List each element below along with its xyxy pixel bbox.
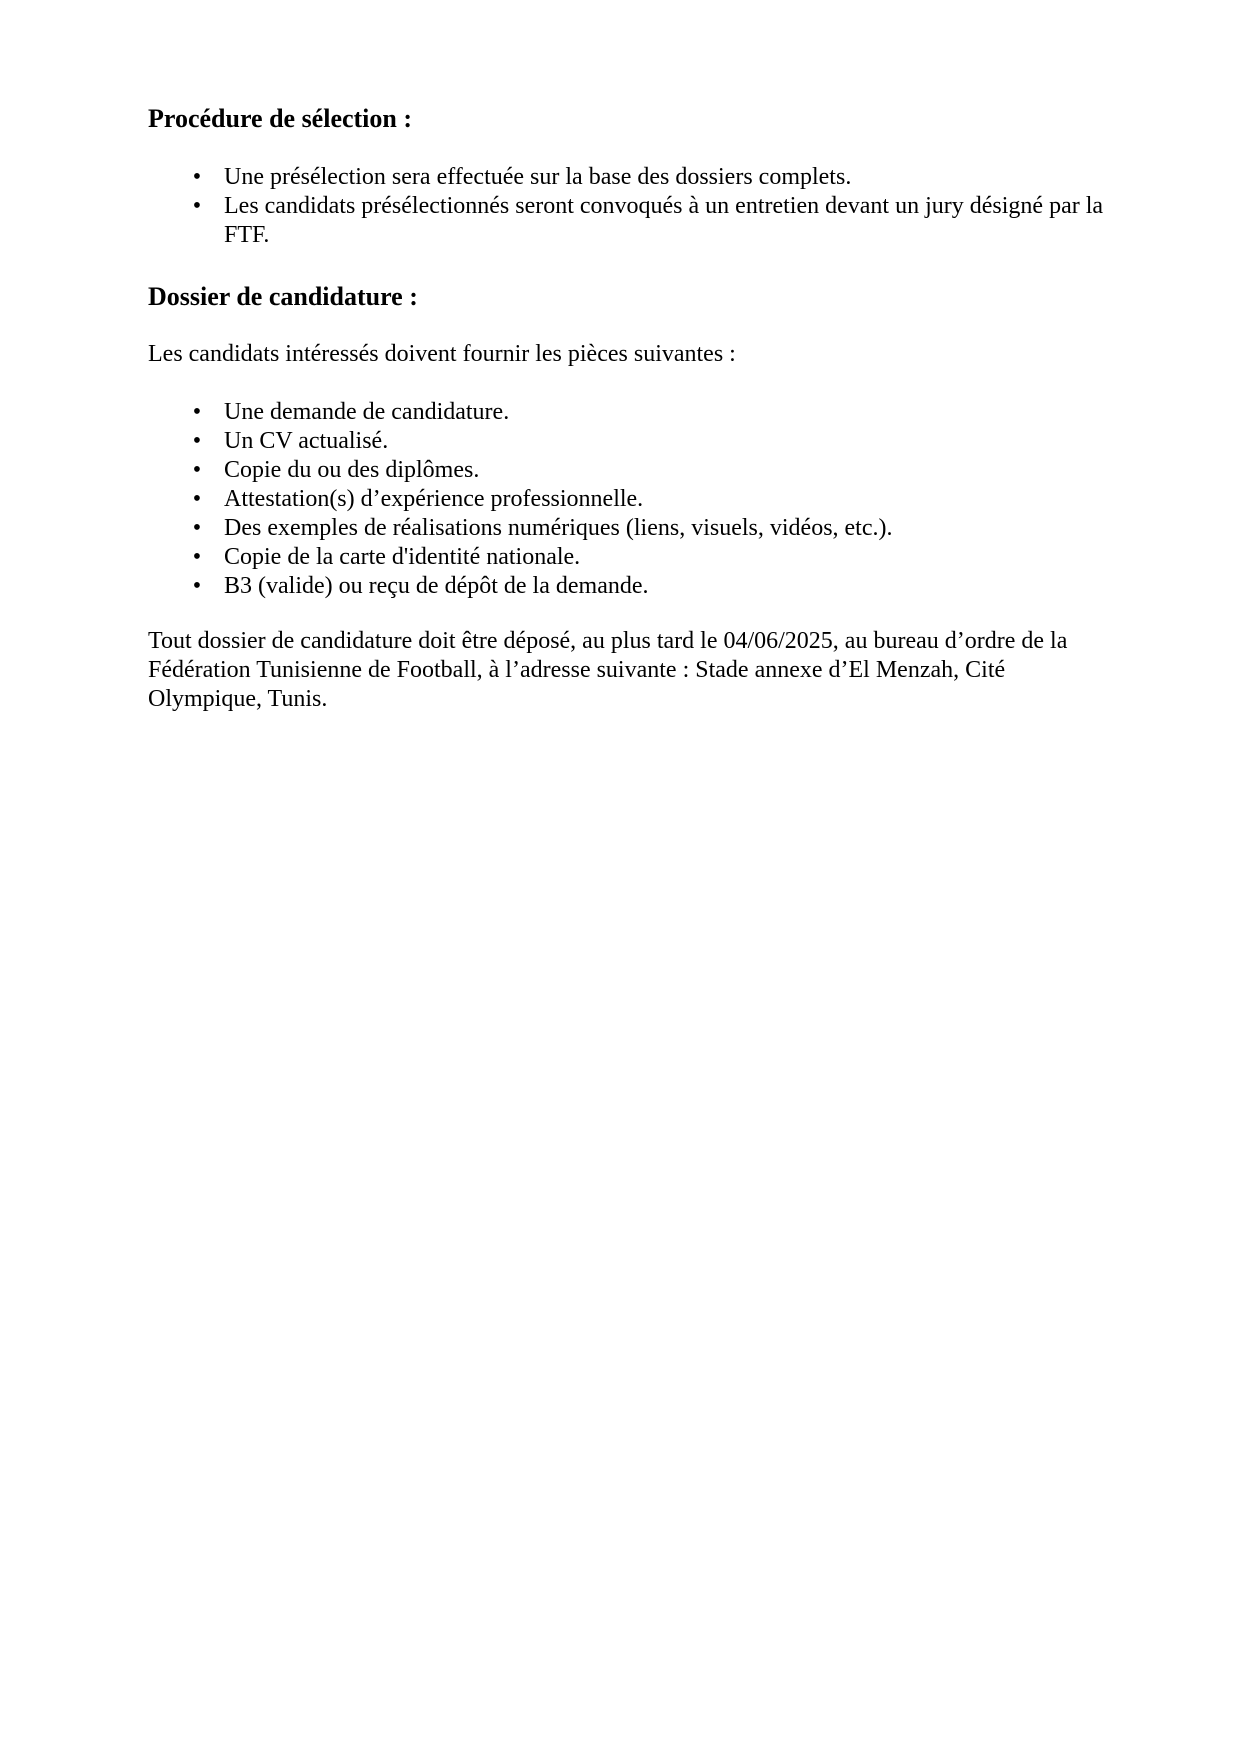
- list-item-text: Copie de la carte d'identité nationale.: [224, 544, 581, 570]
- list-item: [148, 163, 1104, 192]
- list-item-text: Copie du ou des diplômes.: [224, 457, 480, 483]
- bullet-icon: •: [192, 486, 202, 512]
- deadline-paragraph: Tout dossier de candidature doit être déposé, au plus tard le 04/06/2025, au bureau d’ordre de la Fédération Tunisienne de Football, à l’adresse suivante : Stade annexe d’El Menzah, Cité Olympique, Tunis.: [148, 628, 1068, 712]
- selection-list: [148, 163, 1104, 250]
- dossier-list: [148, 398, 1104, 601]
- list-item: [148, 192, 1104, 250]
- bullet-icon: •: [192, 428, 202, 454]
- bullet-icon: •: [192, 164, 202, 190]
- bullet-icon: •: [192, 515, 202, 541]
- list-item: [148, 398, 1104, 427]
- list-item-text: B3 (valide) ou reçu de dépôt de la demande.: [224, 573, 649, 599]
- list-item-text: Une demande de candidature.: [224, 399, 510, 425]
- list-item: [148, 572, 1104, 601]
- bullet-icon: •: [192, 457, 202, 483]
- list-item: [148, 543, 1104, 572]
- list-item: [148, 456, 1104, 485]
- list-item-text: Un CV actualisé.: [224, 428, 389, 454]
- list-item-text: Les candidats présélectionnés seront convoqués à un entretien devant un jury désigné par la FTF.: [224, 193, 1104, 248]
- list-item: [148, 514, 1104, 543]
- dossier-heading: Dossier de candidature :: [148, 282, 418, 311]
- bullet-icon: •: [192, 193, 202, 219]
- bullet-icon: •: [192, 399, 202, 425]
- list-item-text: Une présélection sera effectuée sur la base des dossiers complets.: [224, 164, 852, 190]
- list-item-text: Attestation(s) d’expérience professionnelle.: [224, 486, 644, 512]
- list-item-text: Des exemples de réalisations numériques (liens, visuels, vidéos, etc.).: [224, 515, 893, 541]
- bullet-icon: •: [192, 573, 202, 599]
- bullet-icon: •: [192, 544, 202, 570]
- dossier-intro: Les candidats intéressés doivent fournir les pièces suivantes :: [148, 341, 736, 367]
- list-item: [148, 427, 1104, 456]
- list-item: [148, 485, 1104, 514]
- selection-heading: Procédure de sélection :: [148, 104, 413, 133]
